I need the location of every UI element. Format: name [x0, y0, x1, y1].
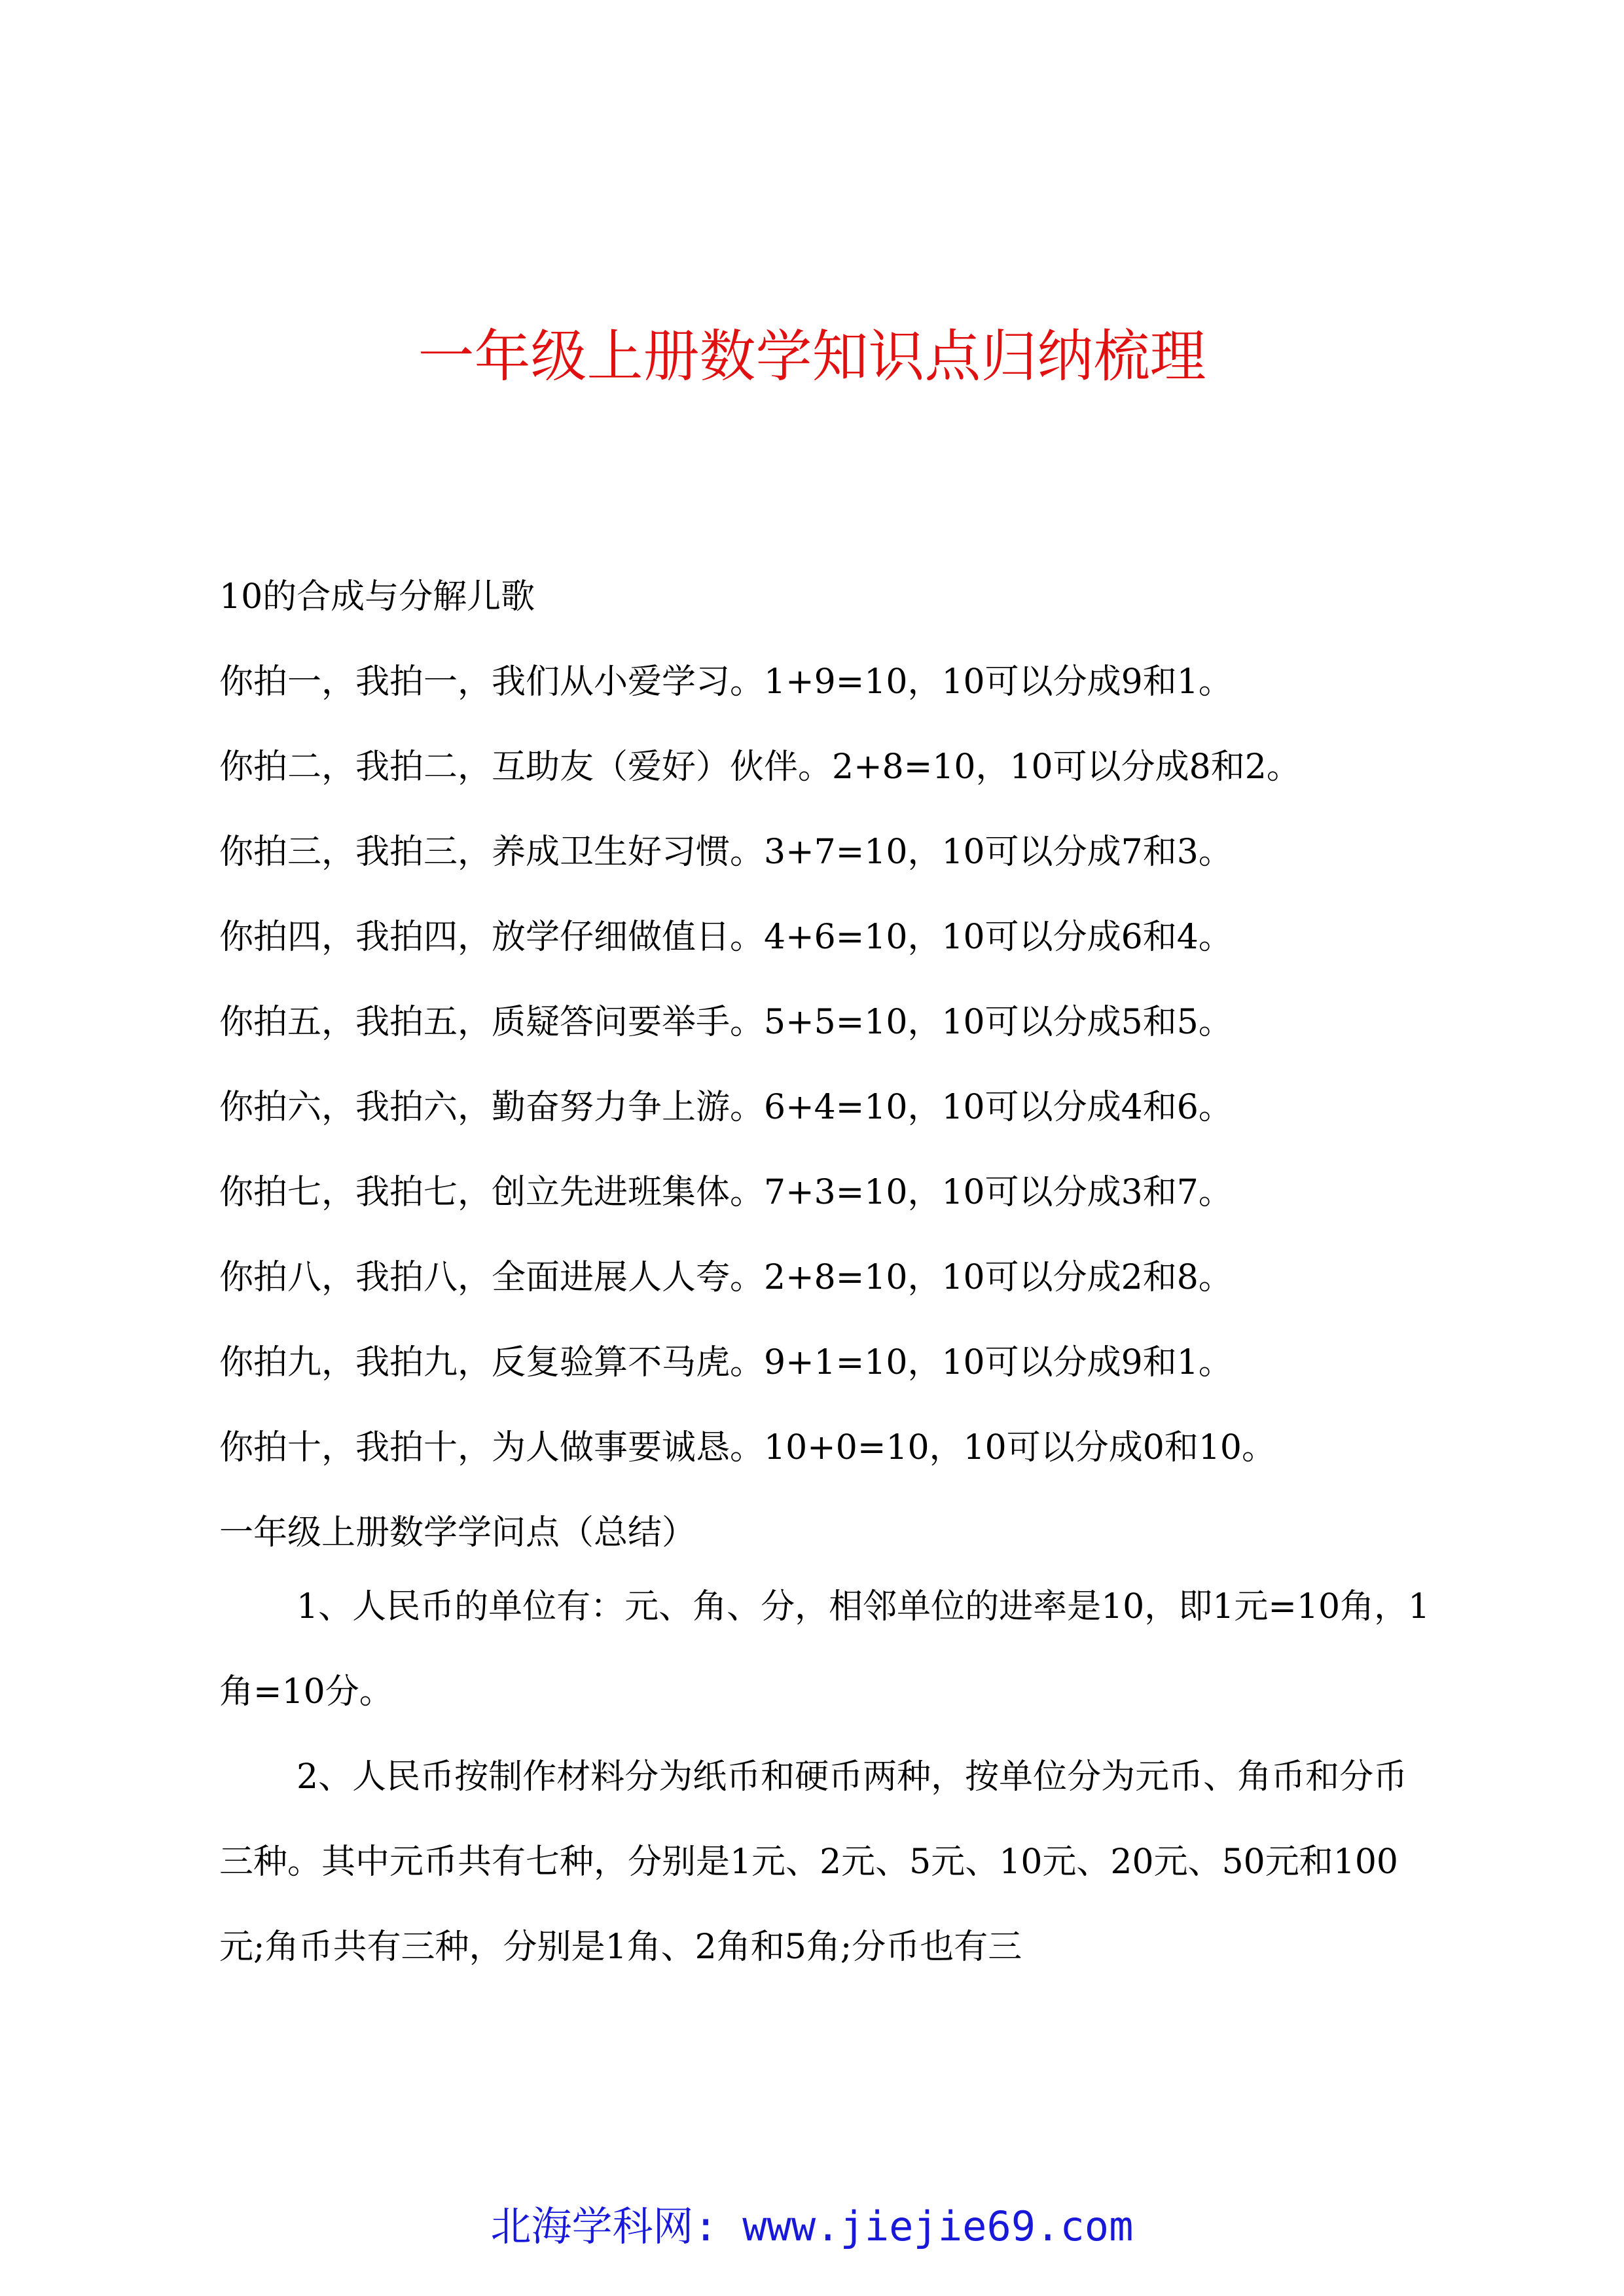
- song-line: 你拍十，我拍十，为人做事要诚恳。10+0=10，10可以分成0和10。: [219, 1428, 1276, 1467]
- page-title: 一年级上册数学知识点归纳梳理: [418, 324, 1206, 389]
- footer-watermark: 北海学科网: www.jiejie69.com: [490, 2202, 1134, 2250]
- song-line: 你拍九，我拍九，反复验算不马虎。9+1=10，10可以分成9和1。: [219, 1343, 1233, 1382]
- song-heading: 10的合成与分解儿歌: [219, 577, 535, 617]
- summary-paragraph: 2、人民币按制作材料分为纸币和硬币两种，按单位分为元币、角币和分币三种。其中元币共有七种，分别是1元、2元、5元、10元、20元、50元和100元;角币共有三种，分别是1角、2角和5角;分币也有三: [219, 1757, 1408, 1967]
- song-line: 你拍三，我拍三，养成卫生好习惯。3+7=10，10可以分成7和3。: [219, 833, 1233, 872]
- song-line: 你拍四，我拍四，放学仔细做值日。4+6=10，10可以分成6和4。: [219, 918, 1233, 957]
- song-line: 你拍二，我拍二，互助友（爱好）伙伴。2+8=10，10可以分成8和2。: [219, 747, 1301, 787]
- document-body: [219, 571, 1430, 1592]
- song-line: 你拍五，我拍五，质疑答问要举手。5+5=10，10可以分成5和5。: [219, 1003, 1233, 1042]
- summary-heading: 一年级上册数学学问点（总结）: [219, 1513, 696, 1552]
- song-line: 你拍六，我拍六，勤奋努力争上游。6+4=10，10可以分成4和6。: [219, 1088, 1233, 1127]
- song-line: 你拍一，我拍一，我们从小爱学习。1+9=10，10可以分成9和1。: [219, 662, 1233, 702]
- song-line: 你拍七，我拍七，创立先进班集体。7+3=10，10可以分成3和7。: [219, 1173, 1233, 1212]
- summary-paragraph: 1、人民币的单位有：元、角、分，相邻单位的进率是10，即1元=10角，1角=10分。: [219, 1587, 1430, 1712]
- song-line: 你拍八，我拍八，全面进展人人夸。2+8=10，10可以分成2和8。: [219, 1258, 1233, 1297]
- summary-body: [219, 1564, 1430, 1990]
